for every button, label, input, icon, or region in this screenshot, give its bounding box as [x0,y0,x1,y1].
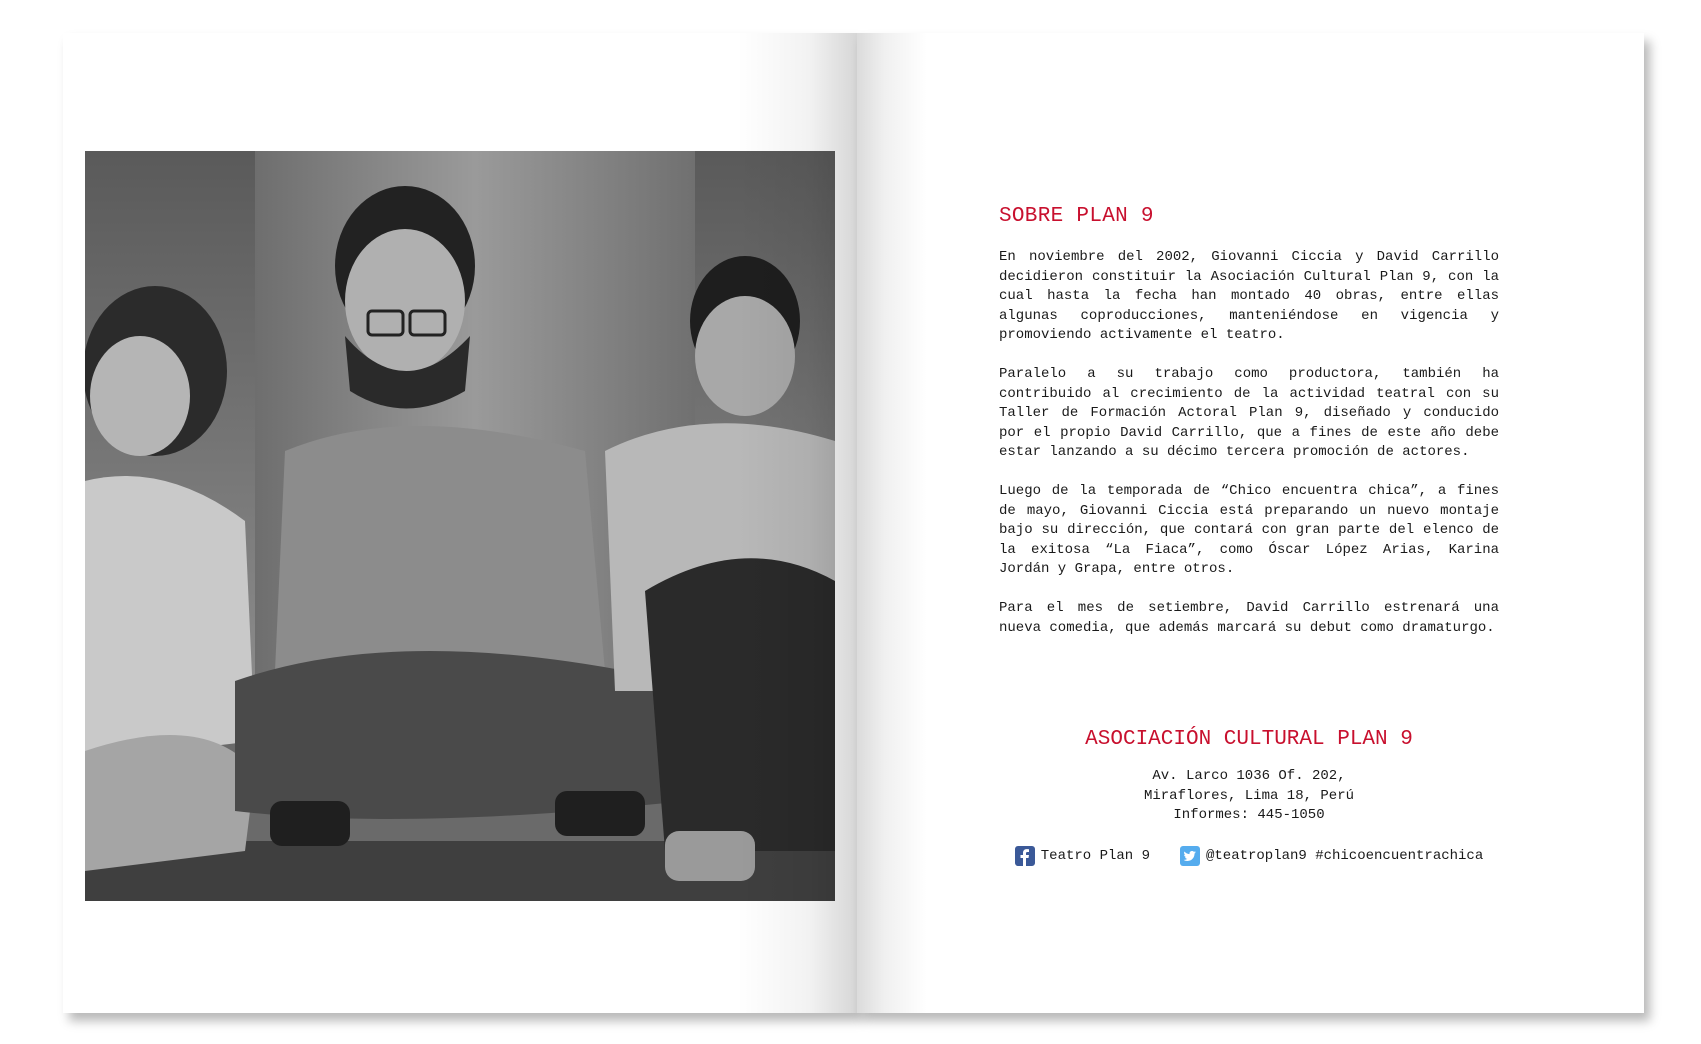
cast-photo [85,151,835,901]
facebook-icon [1015,846,1035,866]
social-links [999,846,1499,866]
address-line-2: Miraflores, Lima 18, Perú [1143,787,1355,804]
address-line-1: Av. Larco 1036 Of. 202, [1152,768,1346,784]
twitter-label: @teatroplan9 #chicoencuentrachica [1205,847,1484,864]
gutter-shadow-left [737,33,857,1013]
phone-line: Informes: 445-1050 [1173,807,1325,824]
twitter-icon [1180,846,1200,866]
paragraph-2: Paralelo a su trabajo como productora, también ha contribuido al crecimiento de la actividad teatral con su Taller de Formación Actoral Plan 9, diseñado y conducido por el propio David Carrillo, que a fines de este año debe estar lanzando a su décimo tercera promoción de actores. [999,365,1499,461]
facebook-label: Teatro Plan 9 [1040,847,1150,864]
gutter-shadow-right [857,33,927,1013]
paragraph-1: En noviembre del 2002, Giovanni Ciccia y David Carrillo decidieron constituir la Asociación Cultural Plan 9, con la cual hasta la fecha han montado 40 obras, entre ellas algunas coproducciones, manteniéndose en vigencia y promoviendo activamente el teatro. [999,249,1499,344]
paragraph-4: Para el mes de setiembre, David Carrillo estrenará una nueva comedia, que además marcará su debut como dramaturgo. [999,599,1499,636]
about-section [999,205,1499,657]
right-page [857,33,1644,1013]
paragraph-3: Luego de la temporada de “Chico encuentra chica”, a fines de mayo, Giovanni Ciccia está preparando un nuevo montaje bajo su dirección, que contará con gran parte del elenco de la exitosa “La Fiaca”, como Óscar López Arias, Karina Jordán y Grapa, entre otros. [999,482,1499,578]
organization-contact [999,728,1499,866]
left-page [63,33,857,1013]
section-title: SOBRE PLAN 9 [999,205,1154,228]
org-title: ASOCIACIÓN CULTURAL PLAN 9 [1085,728,1413,751]
